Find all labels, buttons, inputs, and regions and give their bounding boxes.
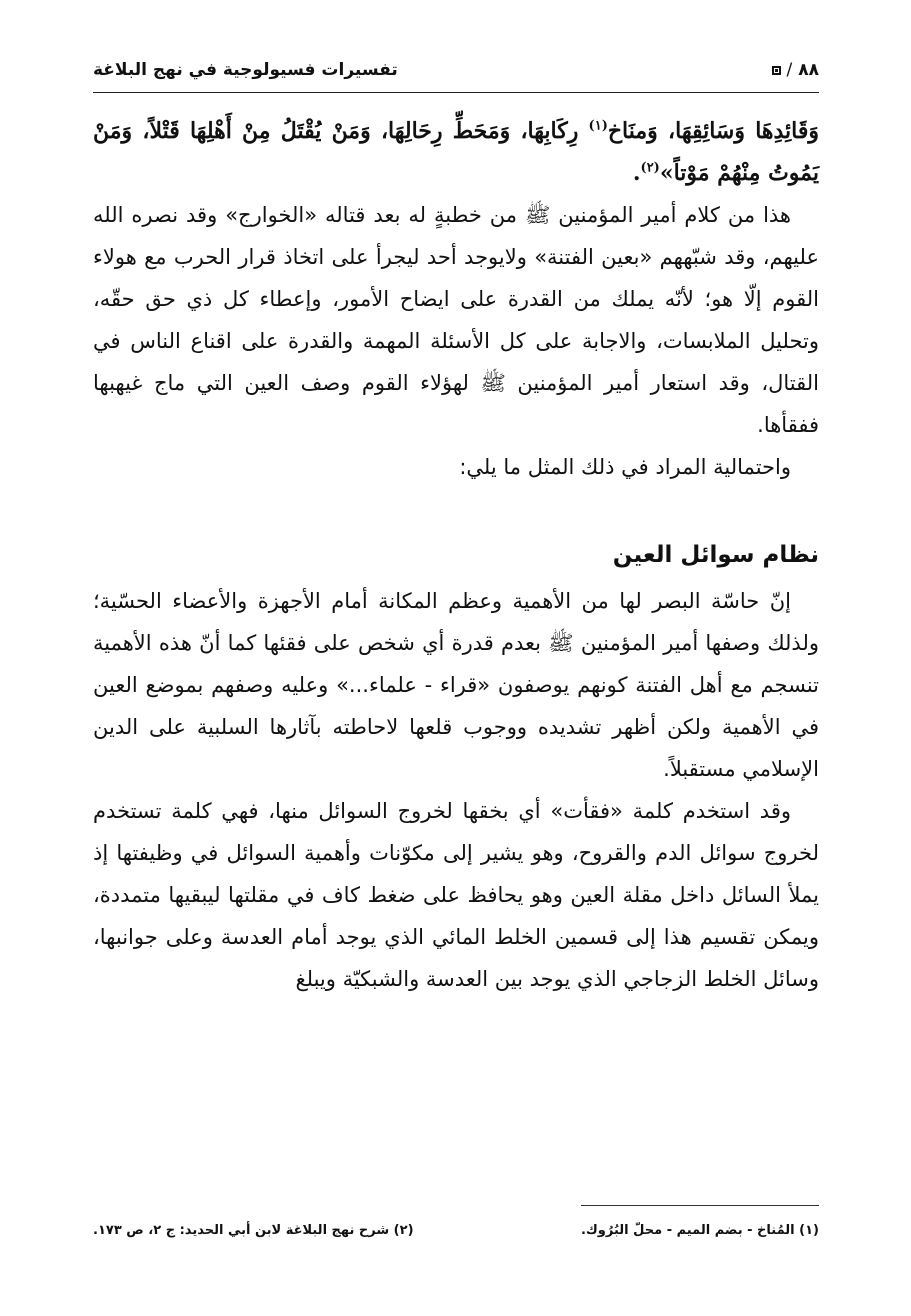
book-page bbox=[93, 40, 819, 1290]
book-title: تفسيرات فسيولوجية في نهج البلاغة bbox=[93, 60, 398, 80]
footnote-ref-2[interactable]: (٢) bbox=[640, 160, 660, 176]
quoted-sermon-text bbox=[93, 110, 819, 194]
page-number-block bbox=[772, 60, 820, 80]
page-number: ٨٨ bbox=[798, 60, 819, 80]
paragraph-commentary: هذا من كلام أمير المؤمنين ﷺ من خطبةٍ له بعد قتاله «الخوارج» وقد نصره الله عليهم، وقد شبّههم «بعين الفتنة» ولايوجد أحد ليجرأ على اتخاذ قرار الحرب مع هولاء القوم إلّا هو؛ لأنّه يملك من القدرة على ايضاح الأمور، وإعطاء كل ذي حق حقّه، وتحليل الملابسات، والاجابة على كل الأسئلة المهمة والقدرة على اقناع الناس في القتال، وقد استعار أمير المؤمنين ﷺ لهؤلاء القوم وصف العين التي ماج غيهبها ففقأها. bbox=[93, 203, 819, 437]
main-text bbox=[93, 110, 819, 1000]
paragraph-sight-importance: إنّ حاسّة البصر لها من الأهمية وعظم المكانة أمام الأجهزة والأعضاء الحسّية؛ ولذلك وصفها أمير المؤمنين ﷺ بعدم قدرة أي شخص على فقئها كما أنّ هذه الأهمية تنسجم مع أهل الفتنة كونهم يوصفون «قراء - علماء...» وعليه وصفهم بموضع العين في الأهمية ولكن أظهر تشديده ووجوب قلعها لاحاطته بآثارها السلبية على الدين الإسلامي مستقبلاً. bbox=[93, 589, 819, 781]
footnotes bbox=[93, 1223, 819, 1238]
footnote-ref-1[interactable]: (١) bbox=[588, 118, 608, 134]
footnote-1: (١) المُناخ - بضم الميم - محلّ البُرُوك. bbox=[580, 1223, 819, 1238]
paragraph-intro-list: واحتمالية المراد في ذلك المثل ما يلي: bbox=[459, 455, 791, 479]
footnote-2: (٢) شرح نهج البلاغة لابن أبي الحديد: ج ٢، ص ١٧٣. bbox=[93, 1223, 414, 1238]
verse-end: . bbox=[632, 160, 641, 186]
header-divider bbox=[93, 92, 819, 93]
square-ornament-icon bbox=[772, 66, 781, 75]
verse-part-2: رِكَابِهَا، وَمَحَطِّ رِحَالِهَا، وَمَنْ يُقْتَلُ مِنْ أَهْلِهَا قَتْلاً، وَمَنْ يَمُوتُ مِنْهُمْ مَوْتاً» bbox=[93, 118, 819, 186]
verse-part-1: وَقَائِدِهَا وَسَائِقِهَا، وَمنَاخ bbox=[607, 118, 820, 144]
running-header bbox=[93, 50, 819, 90]
paragraph-eye-fluids: وقد استخدم كلمة «فقأت» أي بخقها لخروج السوائل منها، فهي كلمة تستخدم لخروج سوائل الدم والقروح، وهو يشير إلى مكوّنات وأهمية السوائل في وظيفتها إذ يملأ السائل داخل مقلة العين وهو يحافظ على ضغط كاف في مقلتها ليبقيها متمددة، ويمكن تقسيم هذا إلى قسمين الخلط المائي الذي يوجد أمام العدسة وعلى جوانبها، وسائل الخلط الزجاجي الذي يوجد بين العدسة والشبكيّة ويبلغ bbox=[93, 799, 819, 991]
footnote-divider bbox=[581, 1205, 819, 1206]
section-heading: نظام سوائل العين bbox=[612, 542, 819, 568]
page-separator: / bbox=[786, 60, 793, 80]
